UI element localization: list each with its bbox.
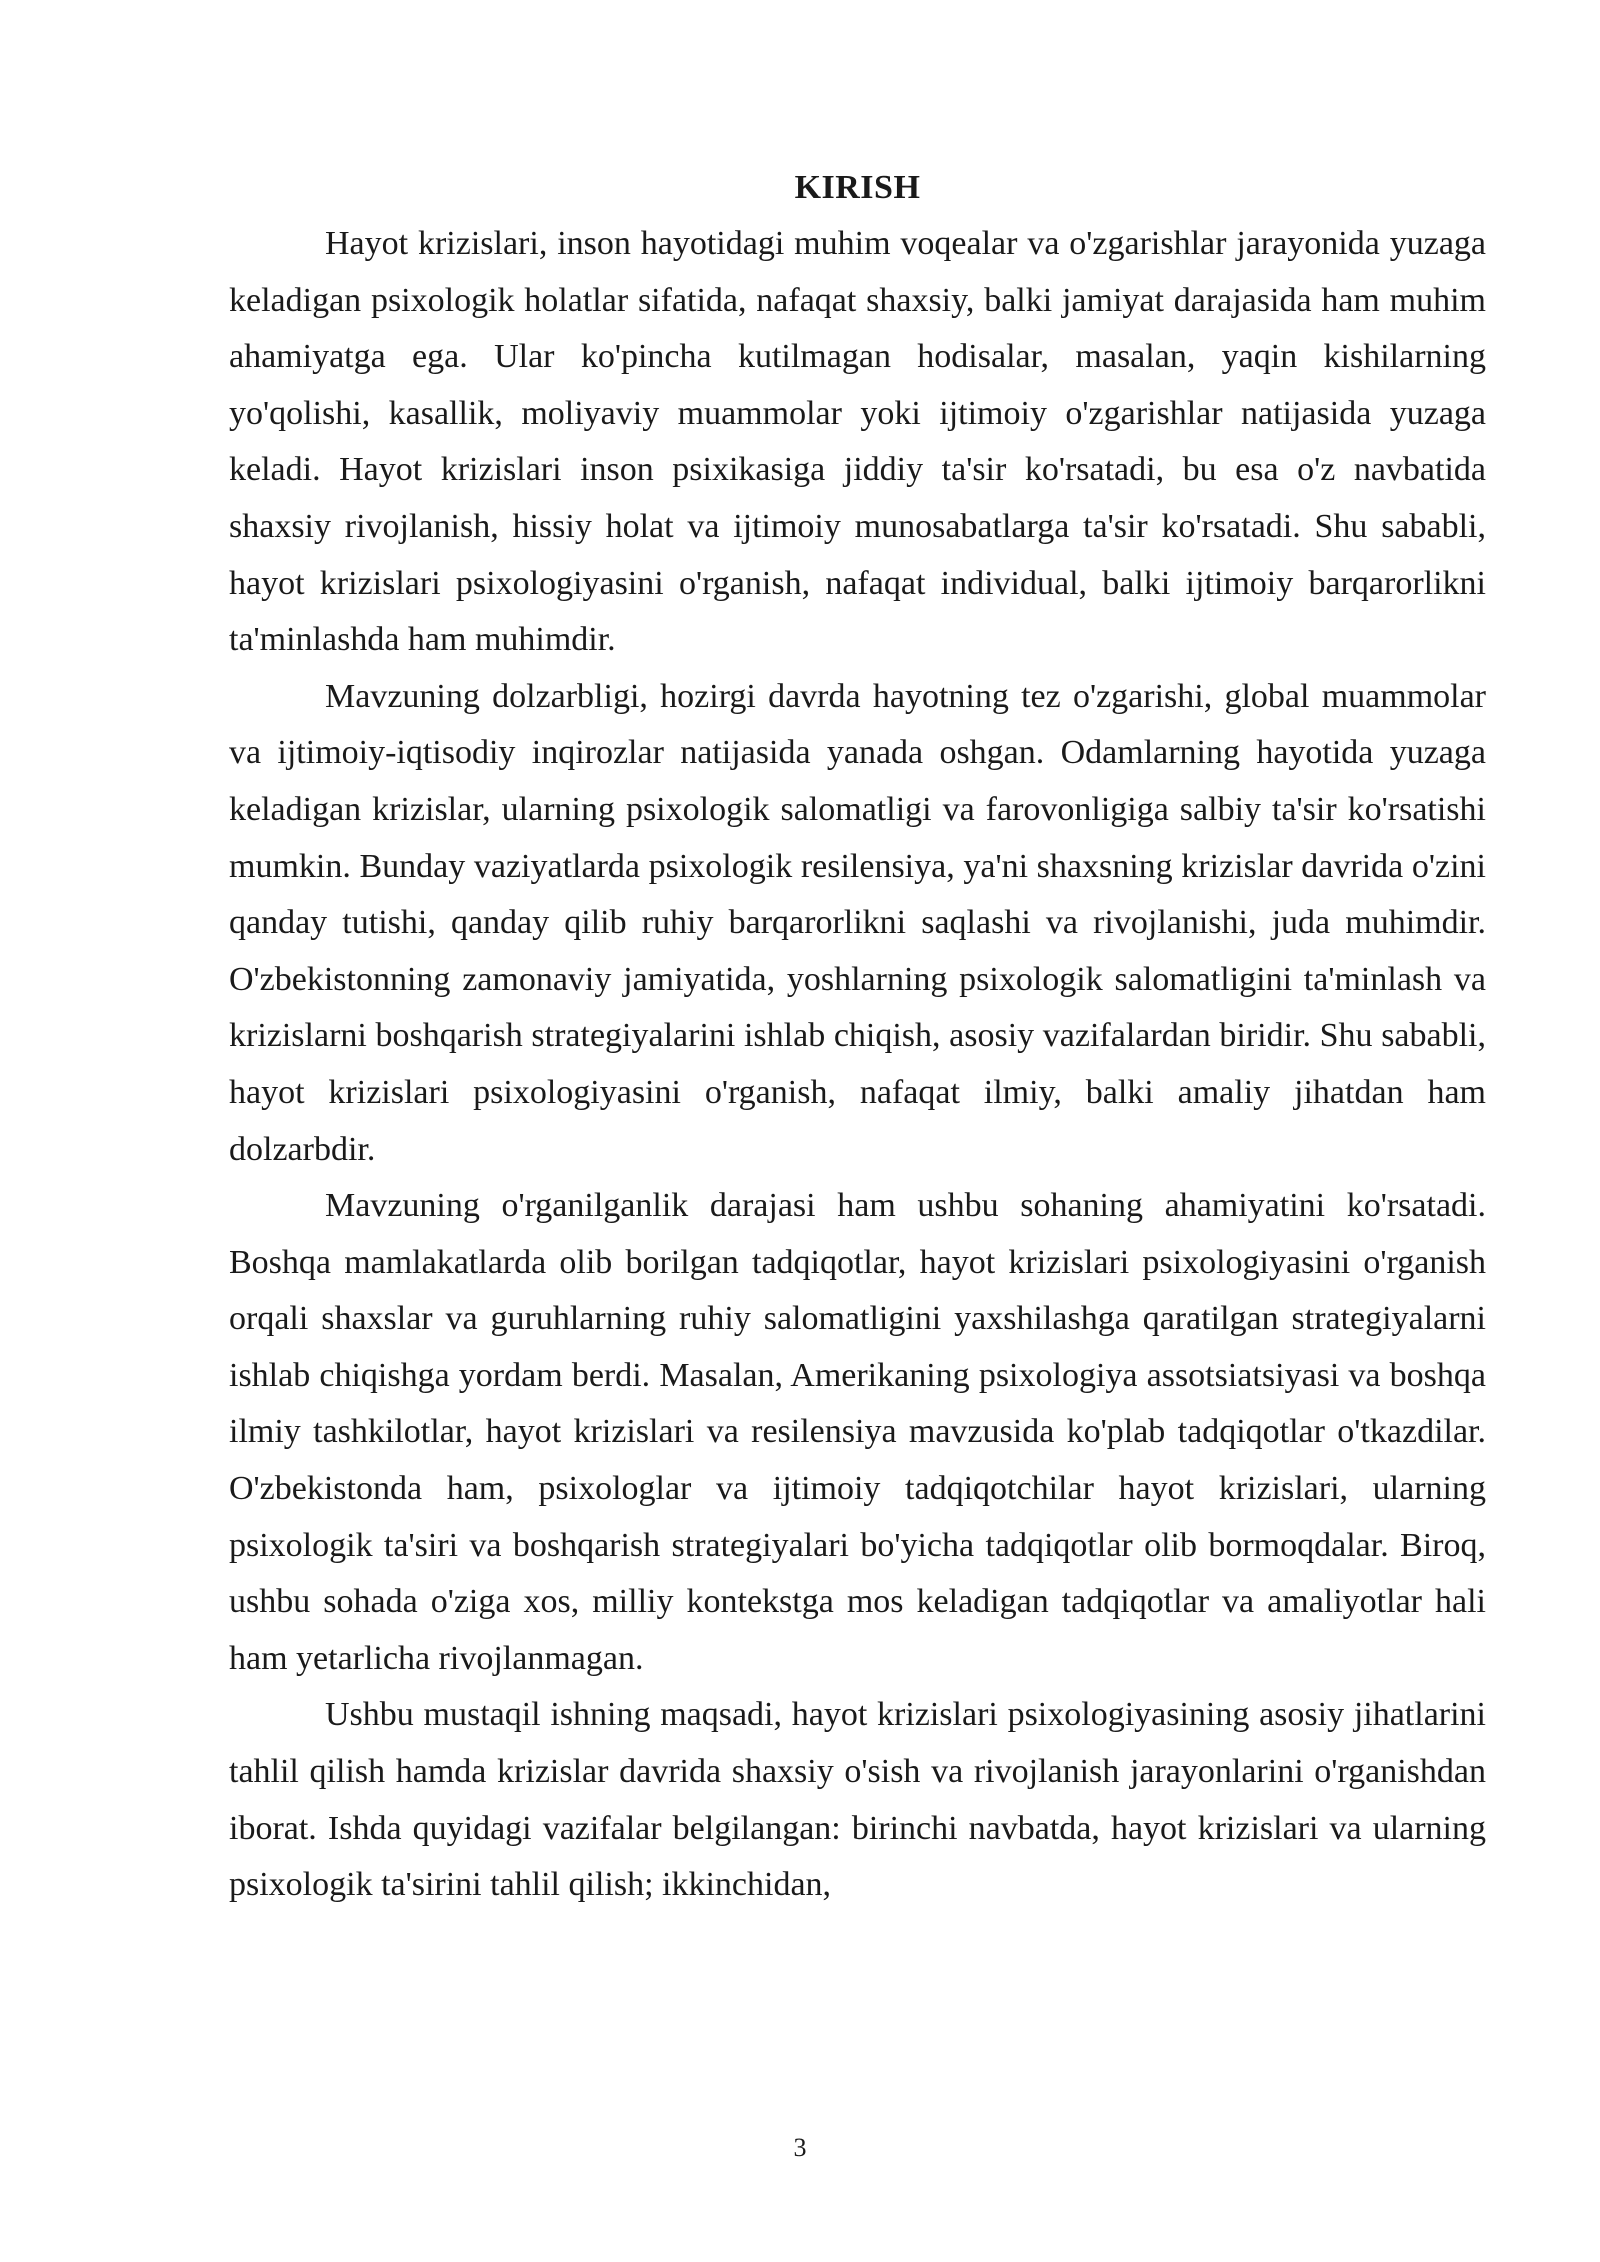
section-heading: KIRISH (794, 169, 921, 206)
page-number: 3 (793, 2133, 807, 2162)
paragraph-study-level: Mavzuning o'rganilganlik darajasi ham ushbu sohaning ahamiyatini ko'rsatadi. Boshqa mamlakatlarda olib borilgan tadqiqotlar, hayot krizislari psixologiyasini o'rganish orqali shaxslar va guruhlarning ruhiy salomatligini yaxshilashga qaratilgan strategiyalarni ishlab chiqishga yordam berdi. Masalan, Amerikaning psixologiya assotsiatsiyasi va boshqa ilmiy tashkilotlar, hayot krizislari va resilensiya mavzusida ko'plab tadqiqotlar o'tkazdilar. O'zbekistonda ham, psixologlar va ijtimoiy tadqiqotchilar hayot krizislari, ularning psixologik ta'siri va boshqarish strategiyalari bo'yicha tadqiqotlar olib bormoqdalar. Biroq, ushbu sohada o'ziga xos, milliy kontekstga mos keladigan tadqiqotlar va amaliyotlar hali ham yetarlicha rivojlanmagan. (229, 1187, 1486, 1677)
paragraph-relevance: Mavzuning dolzarbligi, hozirgi davrda hayotning tez o'zgarishi, global muammolar va ijtimoiy-iqtisodiy inqirozlar natijasida yanada oshgan. Odamlarning hayotida yuzaga keladigan krizislar, ularning psixologik salomatligi va farovonligiga salbiy ta'sir ko'rsatishi mumkin. Bunday vaziyatlarda psixologik resilensiya, ya'ni shaxsning krizislar davrida o'zini qanday tutishi, qanday qilib ruhiy barqarorlikni saqlashi va rivojlanishi, juda muhimdir. O'zbekistonning zamonaviy jamiyatida, yoshlarning psixologik salomatligini ta'minlash va krizislarni boshqarish strategiyalarini ishlab chiqish, asosiy vazifalardan biridir. Shu sababli, hayot krizislari psixologiyasini o'rganish, nafaqat ilmiy, balki amaliy jihatdan ham dolzarbdir. (229, 677, 1486, 1168)
paragraph-goal: Ushbu mustaqil ishning maqsadi, hayot krizislari psixologiyasining asosiy jihatlarini tahlil qilish hamda krizislar davrida shaxsiy o'sish va rivojlanish jarayonlarini o'rganishdan iborat. Ishda quyidagi vazifalar belgilangan: birinchi navbatda, hayot krizislari va ularning psixologik ta'sirini tahlil qilish; ikkinchidan, (229, 1696, 1486, 1904)
paragraph-intro: Hayot krizislari, inson hayotidagi muhim voqealar va o'zgarishlar jarayonida yuzaga keladigan psixologik holatlar sifatida, nafaqat shaxsiy, balki jamiyat darajasida ham muhim ahamiyatga ega. Ular ko'pincha kutilmagan hodisalar, masalan, yaqin kishilarning yo'qolishi, kasallik, moliyaviy muammolar yoki ijtimoiy o'zgarishlar natijasida yuzaga keladi. Hayot krizislari inson psixikasiga jiddiy ta'sir ko'rsatadi, bu esa o'z navbatida shaxsiy rivojlanish, hissiy holat va ijtimoiy munosabatlarga ta'sir ko'rsatadi. Shu sababli, hayot krizislari psixologiyasini o'rganish, nafaqat individual, balki ijtimoiy barqarorlikni ta'minlashda ham muhimdir. (229, 225, 1486, 659)
page-content (229, 160, 1486, 1914)
